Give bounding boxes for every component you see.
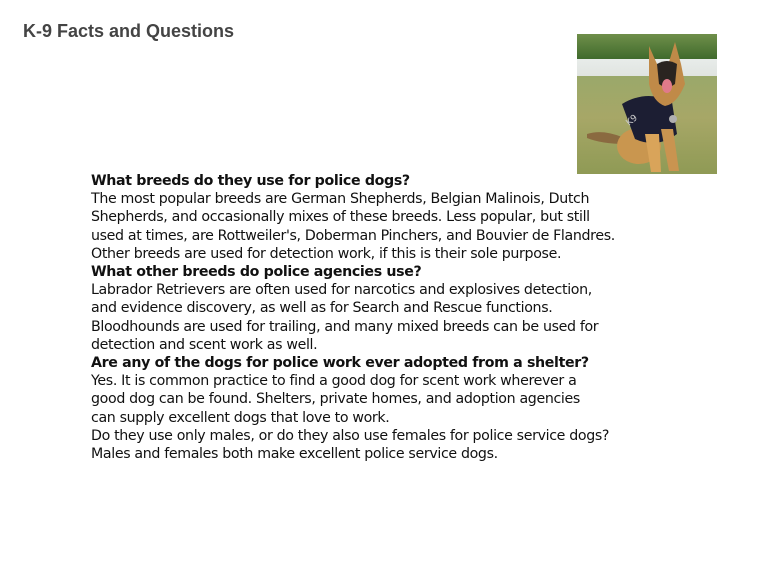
faq-answer-line: Do they use only males, or do they also use females for police service dogs? — [91, 427, 610, 444]
faq-answer-line: used at times, are Rottweiler's, Doberman Pinchers, and Bouvier de Flandres. — [91, 227, 615, 244]
faq-answer-line: good dog can be found. Shelters, private homes, and adoption agencies — [91, 391, 580, 408]
faq-text — [91, 172, 615, 463]
slide-title: K-9 Facts and Questions — [23, 21, 235, 41]
svg-text:K9: K9 — [624, 113, 640, 129]
faq-answer-line: Labrador Retrievers are often used for narcotics and explosives detection, — [91, 282, 592, 299]
faq-answer-line: and evidence discovery, as well as for Search and Rescue functions. — [91, 300, 553, 317]
police-dog-photo-icon — [577, 34, 717, 174]
faq-answer-line: Shepherds, and occasionally mixes of these breeds. Less popular, but still — [91, 209, 590, 226]
faq-answer-line: Males and females both make excellent police service dogs. — [91, 446, 498, 463]
faq-answer-line: detection and scent work as well. — [91, 336, 318, 353]
faq-question: What other breeds do police agencies use? — [91, 264, 422, 281]
faq-question: What breeds do they use for police dogs? — [91, 173, 410, 189]
faq-answer-line: Bloodhounds are used for trailing, and many mixed breeds can be used for — [91, 318, 599, 335]
faq-answer-line: Other breeds are used for detection work, if this is their sole purpose. — [91, 245, 562, 262]
faq-answer-line: Yes. It is common practice to find a good dog for scent work wherever a — [91, 373, 577, 390]
faq-answer-line: The most popular breeds are German Shepherds, Belgian Malinois, Dutch — [91, 191, 590, 208]
faq-question: Are any of the dogs for police work ever adopted from a shelter? — [91, 355, 589, 372]
faq-answer-line: can supply excellent dogs that love to work. — [91, 409, 390, 426]
